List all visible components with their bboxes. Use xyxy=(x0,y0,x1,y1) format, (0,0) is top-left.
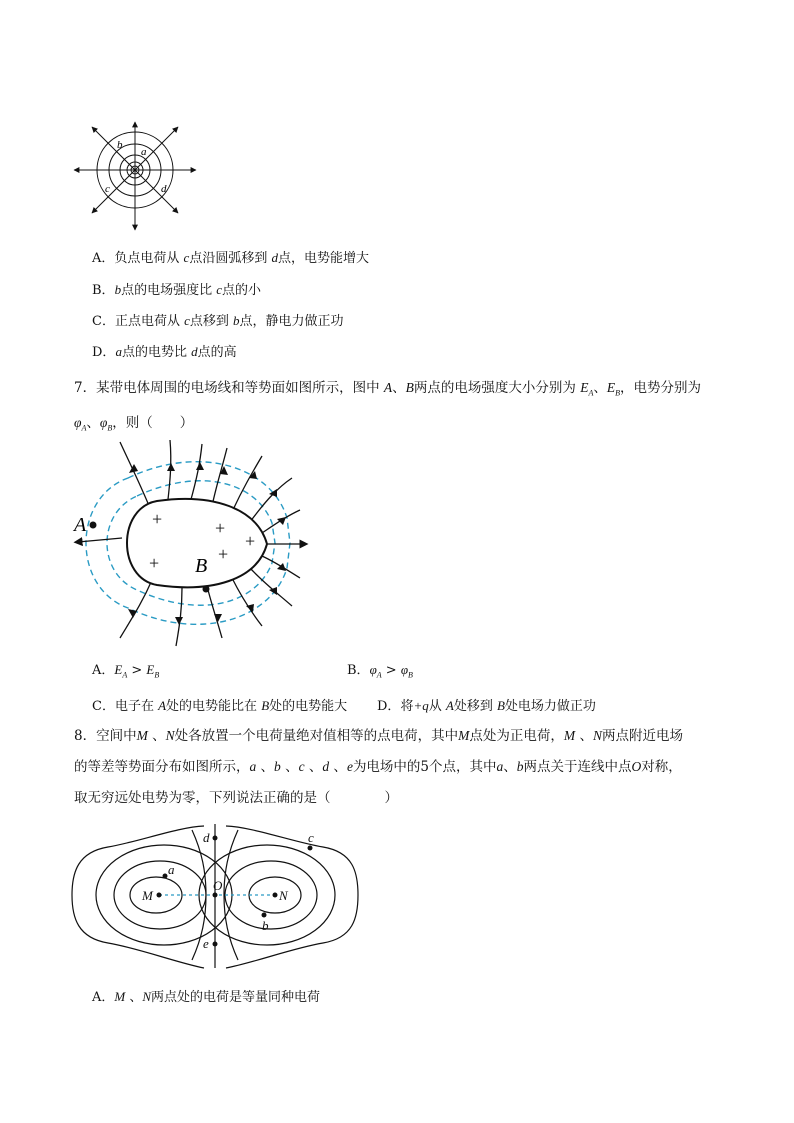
q7-figure xyxy=(72,438,312,648)
q8-label-d: d xyxy=(203,830,210,845)
q8-label-a: a xyxy=(168,862,175,877)
q6-label-c: c xyxy=(105,183,110,195)
q7-option-c: C．电子在 A处的电势能比在 B处的电势能大 xyxy=(92,698,348,714)
q6-option-d: D．a点的电势比 d点的高 xyxy=(92,344,237,360)
q8-stem-line2: 的等差等势面分布如图所示，a 、b 、c 、d 、e为电场中的5个点，其中a、b两点关于连线中点O对称， xyxy=(74,759,682,775)
q8-option-a: A．M 、N两点处的电荷是等量同种电荷 xyxy=(92,989,321,1005)
q6-option-c: C．正点电荷从 c点移到 b点，静电力做正功 xyxy=(92,313,344,329)
q8-stem-line1: 8．空间中M 、N处各放置一个电荷量绝对值相等的点电荷，其中M点处为正电荷，M 、N两点附近电场 xyxy=(74,728,683,744)
q7-plus-1: + xyxy=(152,509,163,529)
q8-label-b: b xyxy=(262,918,269,933)
q6-label-a: a xyxy=(141,146,147,158)
q7-stem-line1: 7．某带电体周围的电场线和等势面如图所示，图中 A、B两点的电场强度大小分别为 $E_A$、$E_B$，电势分别为 xyxy=(74,380,701,398)
q6-option-b: B．b点的电场强度比 c点的小 xyxy=(92,282,261,298)
q7-plus-4: + xyxy=(218,544,229,564)
q8-label-c: c xyxy=(308,830,314,845)
q7-label-A: A xyxy=(74,514,87,536)
q6-label-b: b xyxy=(117,139,123,151)
q6-figure xyxy=(68,118,203,236)
q8-label-e: e xyxy=(203,936,209,951)
q7-stem-line2: $\varphi_A$、$\varphi_B$，则（ ） xyxy=(74,415,194,433)
q7-option-b: B．$\varphi_A > \varphi_B$ xyxy=(347,662,413,680)
q7-option-d: D．将+q从 A处移到 B处电场力做正功 xyxy=(377,698,596,714)
q7-option-a: A．$E_A > E_B$ xyxy=(92,662,160,680)
q7-plus-5: + xyxy=(149,553,160,573)
q7-label-B: B xyxy=(195,555,208,577)
q7-plus-3: + xyxy=(245,531,256,551)
q8-label-N: N xyxy=(279,888,288,903)
q8-figure xyxy=(68,822,363,972)
q6-option-a: A．负点电荷从 c点沿圆弧移到 d点，电势能增大 xyxy=(92,250,369,266)
q7-plus-2: + xyxy=(215,518,226,538)
q8-label-M: M xyxy=(142,888,153,903)
q8-stem-line3: 取无穷远处电势为零，下列说法正确的是（ ） xyxy=(74,790,398,806)
q8-label-O: O xyxy=(213,878,223,893)
q6-label-d: d xyxy=(161,183,167,195)
